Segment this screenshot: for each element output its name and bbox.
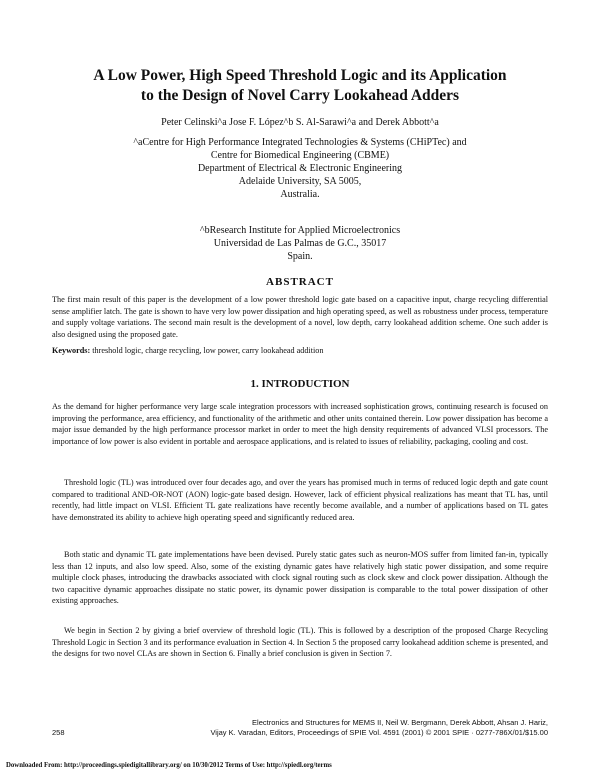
intro-paragraph-2: Threshold logic (TL) was introduced over four decades ago, and over the years has promised much in terms of reduced logic depth and gate count compared to traditional AND-OR-NOT (AON) logic-gate based design. However, lack of efficient physical realizations has meant that TL has, until recently, had little impact on VLSI. Efficient TL gate realizations have recently become available, and a number of applications based on TL gates have demonstrated its ability to achieve high operating speed and significantly reduced area.	[52, 478, 548, 522]
footer-line: Electronics and Structures for MEMS II, Neil W. Bergmann, Derek Abbott, Ahsan J. Hariz,	[252, 718, 548, 727]
affiliation-a-line: Adelaide University, SA 5005,	[238, 176, 362, 187]
affiliation-b-line: Spain.	[287, 251, 313, 262]
title-line-1: A Low Power, High Speed Threshold Logic and its Application	[93, 67, 507, 84]
affiliation-a-line: Centre for Biomedical Engineering (CBME)	[210, 150, 390, 161]
title-line-2: to the Design of Novel Carry Lookahead Adders	[140, 87, 460, 104]
download-notice: Downloaded From: http://proceedings.spiedigitallibrary.org/ on 10/30/2012 Terms of Use: http://spiedl.org/terms	[6, 762, 332, 769]
affiliation-a	[0, 136, 600, 201]
author-list: Peter Celinski^a Jose F. López^b S. Al-Sarawi^a and Derek Abbott^a	[161, 117, 439, 128]
keywords-text: threshold logic, charge recycling, low power, carry lookahead addition	[92, 346, 324, 355]
affiliation-b-line: Universidad de Las Palmas de G.C., 35017	[213, 238, 387, 249]
section-heading-introduction: 1. INTRODUCTION	[250, 378, 350, 390]
abstract-text: The first main result of this paper is the development of a low power threshold logic gate based on a capacitive input, charge recycling differential sense amplifier latch. The gate is shown to have very low power dissipation and high operating speed, as well as robustness under process, temperature and supply voltage variations. The second main result is the development of a novel, low depth, carry lookahead addition scheme. One such adder is also designed using the proposed gate.	[52, 295, 548, 339]
intro-paragraph-1: As the demand for higher performance very large scale integration processors with increased sophistication grows, continuing research is focused on improving the performance, area efficiency, and functionality of the arithmetic and other units contained therein. Low power dissipation has become a major issue demanded by the high performance processor market in order to meet the high density requirements of advanced VLSI processors. The importance of low power is also evident in portable and aerospace applications, and is related to issues of reliability, packaging, cooling and cost.	[52, 402, 548, 446]
keywords	[52, 345, 548, 357]
affiliation-b-line: ^bResearch Institute for Applied Microelectronics	[199, 225, 401, 236]
page-number: 258	[52, 728, 65, 737]
affiliation-a-line: ^aCentre for High Performance Integrated Technologies & Systems (CHiPTec) and	[133, 137, 467, 148]
affiliation-b	[0, 224, 600, 263]
footer-line: Vijay K. Varadan, Editors, Proceedings of SPIE Vol. 4591 (2001) © 2001 SPIE · 0277-786X/01/$15.00	[210, 728, 548, 737]
intro-paragraph-4: We begin in Section 2 by giving a brief overview of threshold logic (TL). This is followed by a description of the proposed Charge Recycling Threshold Logic in Section 3 and its performance evaluation in Section 4. In Section 5 the proposed carry lookahead addition scheme is presented, and the designs for two novel CLAs are shown in Section 6. Finally a brief conclusion is given in Section 7.	[52, 626, 548, 659]
publication-footer	[210, 718, 548, 738]
paper-title	[40, 66, 560, 106]
intro-paragraph-3: Both static and dynamic TL gate implementations have been devised. Purely static gates such as neuron-MOS suffer from limited fan-in, typically less than 12 inputs, and also low speed. Also, some of the existing dynamic gates have relatively high static power dissipation, and some require multiple clock phases, introducing the drawbacks associated with clock signal routing such as clock skew and clock power dissipation. Although the two capacitive dynamic approaches dissipate no static power, its dynamic power dissipation is comparable to the total power dissipation of other existing approaches.	[52, 550, 548, 606]
affiliation-a-line: Department of Electrical & Electronic Engineering	[197, 163, 403, 174]
keywords-label: Keywords:	[52, 346, 91, 355]
abstract-heading: ABSTRACT	[266, 276, 334, 288]
affiliation-a-line: Australia.	[280, 189, 320, 200]
